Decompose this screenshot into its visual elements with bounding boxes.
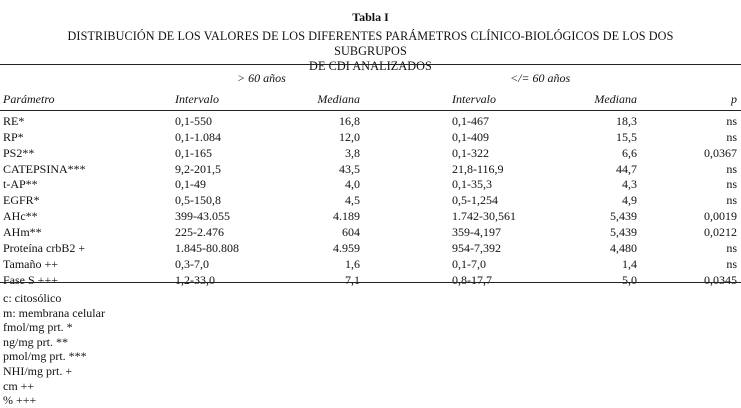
footnote: c: citosólico <box>3 291 62 305</box>
cell-p: ns <box>726 161 737 176</box>
cell-mediana-under60: 5,439 <box>610 209 637 224</box>
cell-mediana-over60: 4.189 <box>333 209 360 224</box>
cell-parametro: EGFR* <box>3 193 40 208</box>
subtitle-line-1: DISTRIBUCIÓN DE LOS VALORES DE LOS DIFERENTES PARÁMETROS CLÍNICO-BIOLÓGICOS DE LOS DOS SUBGRUPOS <box>67 29 674 58</box>
cell-parametro: RP* <box>3 129 24 144</box>
cell-intervalo-under60: 21,8-116,9 <box>452 161 504 176</box>
cell-intervalo-under60: 0,1-7,0 <box>452 256 486 271</box>
subtitle-line-2: DE CDI ANALIZADOS <box>309 59 432 73</box>
cell-mediana-under60: 6,6 <box>622 145 637 160</box>
cell-p: ns <box>726 177 737 192</box>
cell-intervalo-over60: 1.845-80.808 <box>175 240 239 255</box>
col-header-parametro: Parámetro <box>3 92 55 106</box>
cell-parametro: RE* <box>3 114 25 128</box>
cell-intervalo-over60: 1,2-33,0 <box>175 272 215 287</box>
cell-intervalo-under60: 0,1-35,3 <box>452 177 492 192</box>
cell-intervalo-under60: 359-4,197 <box>452 224 501 239</box>
cell-mediana-under60: 4,480 <box>610 240 637 255</box>
cell-p: ns <box>726 256 737 271</box>
col-header-intervalo-under60: Intervalo <box>452 92 496 106</box>
cell-p: ns <box>726 129 737 144</box>
footnote: % +++ <box>3 393 37 408</box>
cell-mediana-under60: 15,5 <box>616 129 637 144</box>
cell-mediana-over60: 43,5 <box>339 161 360 176</box>
cell-intervalo-under60: 0,1-409 <box>452 129 489 144</box>
footnote: NHI/mg prt. + <box>3 364 73 378</box>
cell-p: 0,0345 <box>704 272 737 287</box>
cell-mediana-over60: 604 <box>342 224 360 239</box>
cell-intervalo-over60: 0,3-7,0 <box>175 256 209 271</box>
cell-mediana-over60: 1,6 <box>345 256 360 271</box>
col-header-intervalo-over60: Intervalo <box>175 92 219 106</box>
cell-mediana-over60: 3,8 <box>345 145 360 160</box>
footnote: fmol/mg prt. * <box>3 320 73 335</box>
cell-parametro: t-AP** <box>3 177 38 192</box>
cell-intervalo-under60: 0,5-1,254 <box>452 193 498 208</box>
cell-intervalo-under60: 0,1-322 <box>452 145 489 160</box>
cell-mediana-under60: 5,0 <box>622 272 637 287</box>
cell-intervalo-over60: 0,1-550 <box>175 114 212 128</box>
cell-intervalo-under60: 954-7,392 <box>452 240 501 255</box>
cell-intervalo-under60: 0,1-467 <box>452 114 489 128</box>
cell-parametro: AHc** <box>3 209 38 224</box>
col-header-mediana-over60: Mediana <box>317 92 360 106</box>
cell-mediana-over60: 16,8 <box>339 114 360 128</box>
cell-mediana-over60: 4,5 <box>345 193 360 208</box>
cell-intervalo-over60: 0,1-1.084 <box>175 129 221 144</box>
group-header-under-60: </= 60 años <box>510 71 571 85</box>
cell-intervalo-under60: 0,8-17,7 <box>452 272 492 287</box>
cell-p: ns <box>726 193 737 208</box>
cell-p: ns <box>726 114 737 128</box>
footnote: ng/mg prt. ** <box>3 334 68 349</box>
cell-mediana-under60: 4,3 <box>622 177 637 192</box>
cell-parametro: PS2** <box>3 145 35 160</box>
cell-mediana-over60: 12,0 <box>339 129 360 144</box>
footnote: pmol/mg prt. *** <box>3 349 87 364</box>
col-header-mediana-under60: Mediana <box>594 92 637 106</box>
cell-p: 0,0212 <box>704 224 737 239</box>
cell-p: 0,0019 <box>704 209 737 224</box>
cell-intervalo-over60: 0,5-150,8 <box>175 193 221 208</box>
cell-intervalo-under60: 1.742-30,561 <box>452 209 516 224</box>
cell-parametro: AHm** <box>3 224 42 239</box>
cell-intervalo-over60: 225-2.476 <box>175 224 224 239</box>
cell-parametro: CATEPSINA*** <box>3 161 86 176</box>
cell-p: 0,0367 <box>704 145 737 160</box>
cell-mediana-under60: 5,439 <box>610 224 637 239</box>
header-rule <box>0 110 741 111</box>
group-header-over-60: > 60 años <box>237 71 286 85</box>
cell-parametro: Proteína crbB2 + <box>3 240 86 255</box>
table-subtitle <box>40 29 701 74</box>
top-rule <box>0 64 741 65</box>
footnote: m: membrana celular <box>3 305 105 320</box>
cell-mediana-over60: 7,1 <box>345 272 360 287</box>
cell-parametro: Tamaño ++ <box>3 256 59 271</box>
cell-intervalo-over60: 9,2-201,5 <box>175 161 221 176</box>
cell-mediana-over60: 4,0 <box>345 177 360 192</box>
cell-mediana-under60: 4,9 <box>622 193 637 208</box>
footnote: cm ++ <box>3 378 35 393</box>
cell-intervalo-over60: 399-43.055 <box>175 209 230 224</box>
cell-intervalo-over60: 0,1-165 <box>175 145 212 160</box>
cell-intervalo-over60: 0,1-49 <box>175 177 206 192</box>
cell-mediana-over60: 4.959 <box>333 240 360 255</box>
cell-mediana-under60: 18,3 <box>616 114 637 128</box>
cell-parametro: Fase S +++ <box>3 272 58 287</box>
col-header-p: p <box>731 92 737 106</box>
cell-mediana-under60: 1,4 <box>622 256 637 271</box>
cell-mediana-under60: 44,7 <box>616 161 637 176</box>
bottom-rule <box>0 282 741 283</box>
cell-p: ns <box>726 240 737 255</box>
table-title: Tabla I <box>352 10 389 24</box>
